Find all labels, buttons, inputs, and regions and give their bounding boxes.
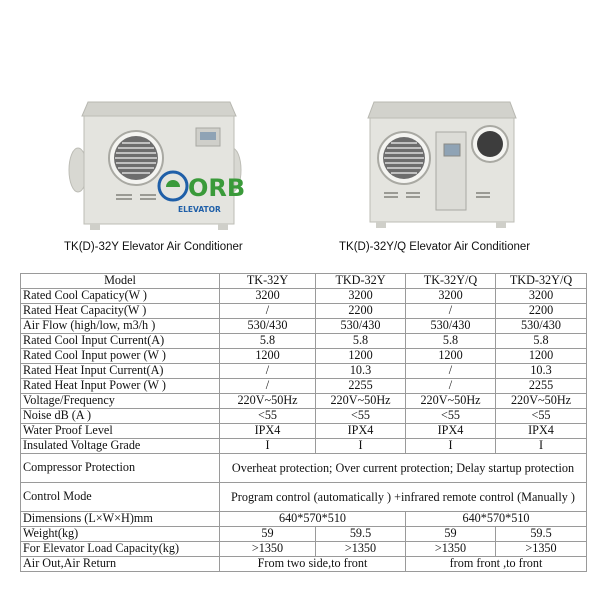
table-row — [21, 409, 587, 424]
product-image-tk32yq — [360, 96, 550, 236]
table-cell: I — [406, 439, 496, 454]
table-cell: 59 — [220, 527, 316, 542]
row-label: Control Mode — [21, 483, 220, 512]
table-cell: <55 — [406, 409, 496, 424]
spec-table — [20, 273, 587, 572]
table-cell: 3200 — [220, 289, 316, 304]
table-row — [21, 394, 587, 409]
row-label: Water Proof Level — [21, 424, 220, 439]
column-header: TKD-32Y — [316, 274, 406, 289]
table-cell: 1200 — [406, 349, 496, 364]
table-cell: 5.8 — [220, 334, 316, 349]
table-row — [21, 304, 587, 319]
table-cell: 3200 — [316, 289, 406, 304]
table-cell: from front ,to front — [406, 557, 587, 572]
table-row — [21, 334, 587, 349]
table-cell: >1350 — [406, 542, 496, 557]
table-cell: From two side,to front — [220, 557, 406, 572]
table-cell: 59 — [406, 527, 496, 542]
table-cell: I — [220, 439, 316, 454]
row-label: Rated Cool Input power (W ) — [21, 349, 220, 364]
row-label: Insulated Voltage Grade — [21, 439, 220, 454]
table-row — [21, 527, 587, 542]
column-header: Model — [21, 274, 220, 289]
table-cell: / — [406, 304, 496, 319]
table-cell: <55 — [316, 409, 406, 424]
row-label: Rated Cool Capaticy(W ) — [21, 289, 220, 304]
table-cell: 1200 — [316, 349, 406, 364]
table-cell: 59.5 — [496, 527, 587, 542]
column-header: TKD-32Y/Q — [496, 274, 587, 289]
table-cell: 220V~50Hz — [496, 394, 587, 409]
table-cell: 5.8 — [496, 334, 587, 349]
row-label: Compressor Protection — [21, 454, 220, 483]
row-label: Noise dB (A ) — [21, 409, 220, 424]
table-cell: / — [406, 379, 496, 394]
table-cell: 220V~50Hz — [316, 394, 406, 409]
table-row — [21, 379, 587, 394]
table-cell: 2255 — [316, 379, 406, 394]
table-cell: 5.8 — [406, 334, 496, 349]
table-cell: 640*570*510 — [220, 512, 406, 527]
table-cell: I — [496, 439, 587, 454]
table-row — [21, 364, 587, 379]
table-cell: >1350 — [496, 542, 587, 557]
row-label: Weight(kg) — [21, 527, 220, 542]
table-row — [21, 512, 587, 527]
table-cell: 5.8 — [316, 334, 406, 349]
row-label: For Elevator Load Capacity(kg) — [21, 542, 220, 557]
table-cell: 2255 — [496, 379, 587, 394]
table-row — [21, 483, 587, 512]
table-cell: 530/430 — [220, 319, 316, 334]
table-cell: IPX4 — [406, 424, 496, 439]
row-label: Rated Heat Capacity(W ) — [21, 304, 220, 319]
table-row — [21, 557, 587, 572]
table-row — [21, 454, 587, 483]
table-cell: 10.3 — [316, 364, 406, 379]
table-cell: <55 — [220, 409, 316, 424]
table-cell: 3200 — [496, 289, 587, 304]
row-label: Air Out,Air Return — [21, 557, 220, 572]
column-header: TK-32Y — [220, 274, 316, 289]
table-cell: 640*570*510 — [406, 512, 587, 527]
table-cell: 1200 — [220, 349, 316, 364]
row-label: Air Flow (high/low, m3/h ) — [21, 319, 220, 334]
table-cell: / — [220, 304, 316, 319]
table-cell: 59.5 — [316, 527, 406, 542]
table-cell: 3200 — [406, 289, 496, 304]
table-row — [21, 289, 587, 304]
table-cell: / — [220, 364, 316, 379]
logo-subtitle: ELEVATOR — [178, 205, 221, 214]
table-row — [21, 349, 587, 364]
table-cell: 530/430 — [316, 319, 406, 334]
row-label: Rated Cool Input Current(A) — [21, 334, 220, 349]
table-cell: >1350 — [220, 542, 316, 557]
table-cell: 10.3 — [496, 364, 587, 379]
table-cell: Overheat protection; Over current protection; Delay startup protection — [220, 454, 587, 483]
table-cell: 1200 — [496, 349, 587, 364]
table-cell: Program control (automatically ) +infrared remote control (Manually ) — [220, 483, 587, 512]
table-cell: 220V~50Hz — [406, 394, 496, 409]
table-cell: / — [220, 379, 316, 394]
row-label: Dimensions (L×W×H)mm — [21, 512, 220, 527]
table-row — [21, 424, 587, 439]
table-cell: 530/430 — [496, 319, 587, 334]
table-cell: <55 — [496, 409, 587, 424]
table-cell: 530/430 — [406, 319, 496, 334]
table-header-row — [21, 274, 587, 289]
column-header: TK-32Y/Q — [406, 274, 496, 289]
table-row — [21, 542, 587, 557]
table-cell: IPX4 — [220, 424, 316, 439]
table-cell: >1350 — [316, 542, 406, 557]
logo-letters: ORB — [188, 174, 246, 202]
product-caption-2: TK(D)-32Y/Q Elevator Air Conditioner — [339, 241, 531, 253]
table-cell: / — [406, 364, 496, 379]
table-cell: I — [316, 439, 406, 454]
product-image-tk32y — [60, 96, 250, 236]
table-row — [21, 319, 587, 334]
table-row — [21, 439, 587, 454]
table-cell: 2200 — [496, 304, 587, 319]
row-label: Voltage/Frequency — [21, 394, 220, 409]
table-cell: IPX4 — [316, 424, 406, 439]
table-cell: 2200 — [316, 304, 406, 319]
row-label: Rated Heat Input Current(A) — [21, 364, 220, 379]
row-label: Rated Heat Input Power (W ) — [21, 379, 220, 394]
product-caption-1: TK(D)-32Y Elevator Air Conditioner — [64, 241, 243, 253]
table-cell: IPX4 — [496, 424, 587, 439]
table-cell: 220V~50Hz — [220, 394, 316, 409]
